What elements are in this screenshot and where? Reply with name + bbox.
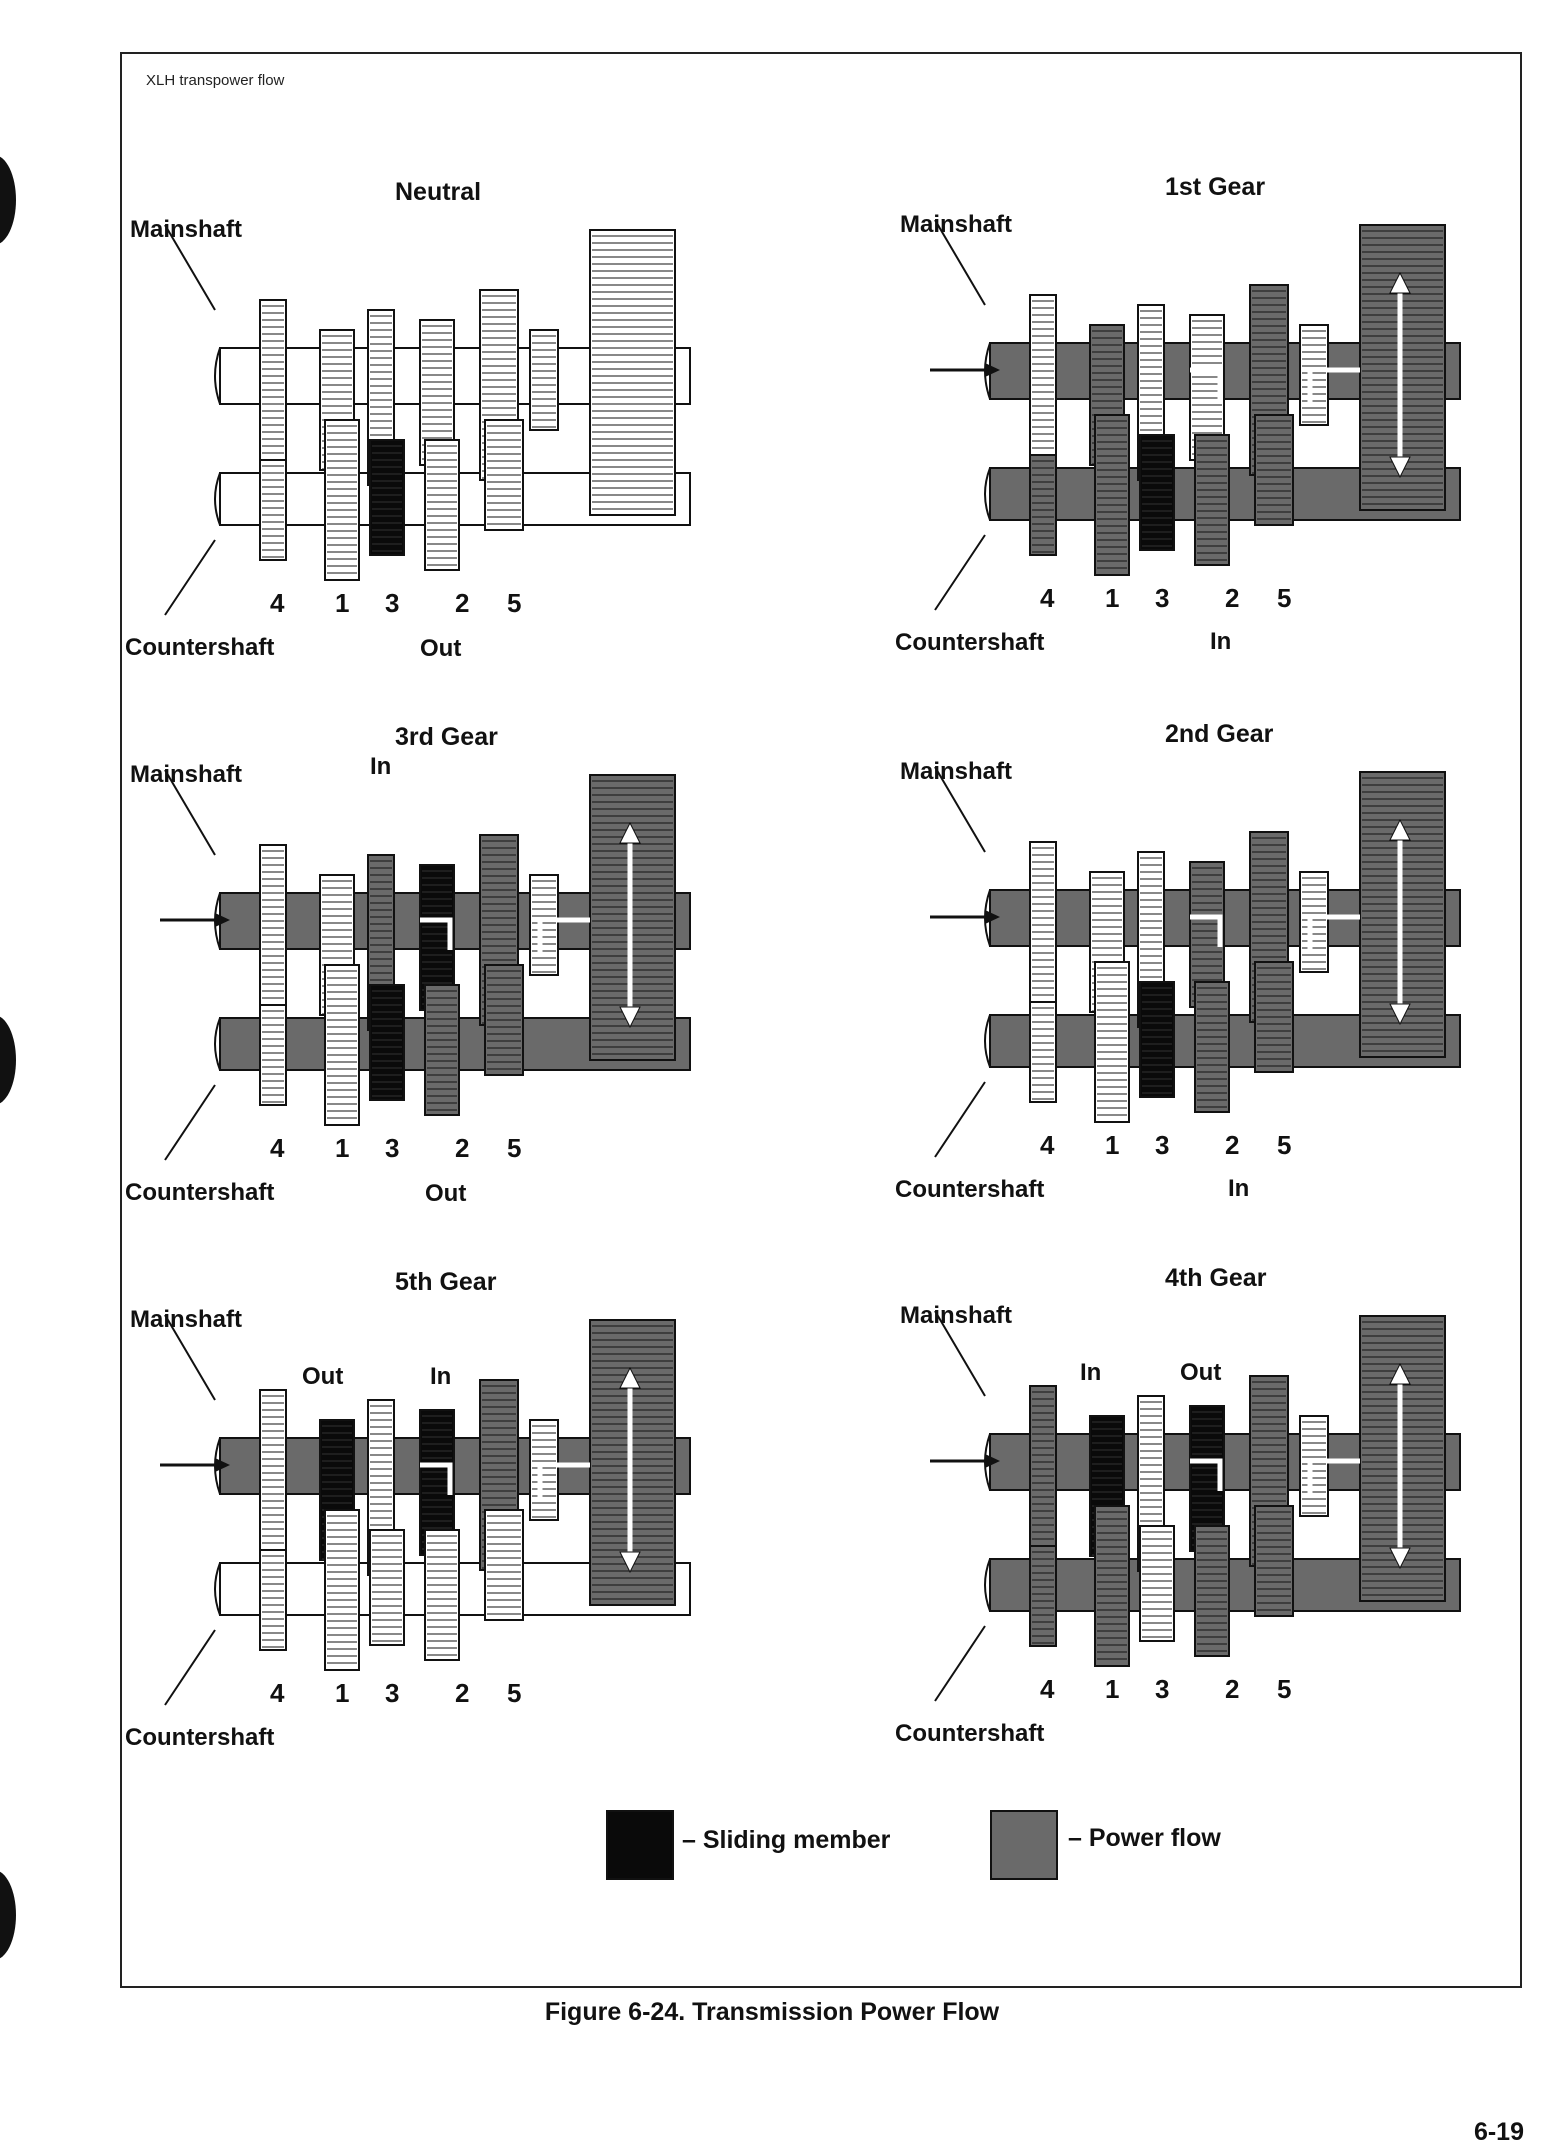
countershaft-leader: [935, 535, 985, 610]
countershaft-gear: [1095, 962, 1129, 1122]
mainshaft-gear: [1300, 325, 1328, 425]
figure-caption: Figure 6-24. Transmission Power Flow: [544, 1998, 1000, 2026]
gearbox-diagram: [120, 715, 820, 1255]
countershaft-gear: [260, 460, 286, 560]
callout-in: In: [370, 753, 392, 780]
countershaft-leader: [165, 1085, 215, 1160]
countershaft-gear: [370, 985, 404, 1100]
gear-number: 1: [1105, 1674, 1120, 1704]
mainshaft-label: Mainshaft: [900, 211, 1013, 238]
gear-number: 4: [270, 1133, 285, 1163]
panel-second: [890, 712, 1544, 1252]
gear-number: 2: [1225, 1130, 1240, 1160]
countershaft-gear: [1140, 435, 1174, 550]
panel-neutral: [120, 170, 820, 710]
mainshaft-label: Mainshaft: [130, 216, 243, 243]
panel-third: [120, 715, 820, 1255]
gear-number: 4: [1040, 1674, 1055, 1704]
gear-number: 2: [455, 588, 470, 618]
callout-in: In: [1080, 1359, 1102, 1386]
gear-number: 1: [335, 588, 350, 618]
gear-number: 5: [507, 1133, 522, 1163]
gear-number: 3: [1155, 1674, 1170, 1704]
gear-number: 3: [385, 1133, 400, 1163]
legend-power-label: – Power flow: [1068, 1824, 1221, 1852]
panel-first: [890, 165, 1544, 705]
output-sprocket: [590, 230, 675, 515]
panel-fifth: [120, 1260, 820, 1800]
countershaft-gear: [370, 440, 404, 555]
mainshaft-gear: [530, 1420, 558, 1520]
countershaft-label: Countershaft: [895, 1176, 1045, 1203]
callout-in: In: [430, 1363, 452, 1390]
gear-number: 1: [1105, 1130, 1120, 1160]
gear-number: 4: [270, 1678, 285, 1708]
countershaft-label: Countershaft: [125, 634, 275, 661]
mainshaft-gear: [1300, 1416, 1328, 1516]
binder-hole: [0, 1870, 16, 1960]
gear-number: 5: [507, 588, 522, 618]
gear-number: 5: [1277, 1674, 1292, 1704]
panel-fourth: [890, 1256, 1544, 1796]
countershaft-gear: [325, 1510, 359, 1670]
panel-title: 4th Gear: [1165, 1264, 1267, 1292]
binder-hole: [0, 155, 16, 245]
gear-number: 5: [1277, 583, 1292, 613]
countershaft-gear: [260, 1005, 286, 1105]
gear-number: 3: [385, 588, 400, 618]
countershaft-gear: [370, 1530, 404, 1645]
countershaft-label: Countershaft: [125, 1724, 275, 1751]
countershaft-gear: [1140, 1526, 1174, 1641]
countershaft-leader: [165, 1630, 215, 1705]
page-number: 6-19: [1473, 2118, 1524, 2146]
gear-number: 1: [335, 1133, 350, 1163]
gear-number: 3: [1155, 1130, 1170, 1160]
mainshaft-label: Mainshaft: [900, 758, 1013, 785]
callout-out: Out: [1180, 1359, 1222, 1386]
countershaft-gear: [1095, 1506, 1129, 1666]
callout-out: Out: [302, 1363, 344, 1390]
countershaft-label: Countershaft: [895, 629, 1045, 656]
gearbox-diagram: [120, 170, 820, 710]
mainshaft-label: Mainshaft: [130, 1306, 243, 1333]
countershaft-gear: [1030, 455, 1056, 555]
legend-sliding-swatch: [606, 1810, 674, 1880]
gear-number: 5: [507, 1678, 522, 1708]
legend-power-swatch: [990, 1810, 1058, 1880]
gear-number: 4: [1040, 583, 1055, 613]
gearbox-diagram: [120, 1260, 820, 1800]
binder-hole: [0, 1015, 16, 1105]
legend-sliding-label: – Sliding member: [682, 1826, 891, 1854]
gear-number: 1: [335, 1678, 350, 1708]
gear-number: 5: [1277, 1130, 1292, 1160]
callout-out: Out: [420, 635, 462, 662]
countershaft-gear: [1030, 1546, 1056, 1646]
countershaft-gear: [260, 1550, 286, 1650]
mainshaft-gear: [530, 330, 558, 430]
header-note: XLH transpower flow: [146, 72, 285, 89]
gear-number: 2: [1225, 583, 1240, 613]
countershaft-gear: [325, 420, 359, 580]
countershaft-leader: [935, 1082, 985, 1157]
countershaft-label: Countershaft: [125, 1179, 275, 1206]
gear-number: 4: [1040, 1130, 1055, 1160]
callout-in: In: [1228, 1175, 1250, 1202]
gear-number: 1: [1105, 583, 1120, 613]
panel-title: 3rd Gear: [395, 723, 498, 751]
gearbox-diagram: [890, 165, 1544, 705]
mainshaft-gear: [1300, 872, 1328, 972]
gear-number: 2: [455, 1133, 470, 1163]
mainshaft-label: Mainshaft: [130, 761, 243, 788]
countershaft-label: Countershaft: [895, 1720, 1045, 1747]
countershaft-gear: [325, 965, 359, 1125]
countershaft-gear: [1095, 415, 1129, 575]
panel-title: 5th Gear: [395, 1268, 497, 1296]
countershaft-leader: [935, 1626, 985, 1701]
gear-number: 2: [1225, 1674, 1240, 1704]
gear-number: 3: [1155, 583, 1170, 613]
panel-title: 1st Gear: [1165, 173, 1266, 201]
gearbox-diagram: [890, 1256, 1544, 1796]
panel-title: 2nd Gear: [1165, 720, 1274, 748]
callout-out: Out: [425, 1180, 467, 1207]
countershaft-gear: [1140, 982, 1174, 1097]
gear-number: 4: [270, 588, 285, 618]
callout-in: In: [1210, 628, 1232, 655]
countershaft-leader: [165, 540, 215, 615]
gear-number: 3: [385, 1678, 400, 1708]
mainshaft-gear: [530, 875, 558, 975]
countershaft-gear: [1030, 1002, 1056, 1102]
mainshaft-label: Mainshaft: [900, 1302, 1013, 1329]
gear-number: 2: [455, 1678, 470, 1708]
panel-title: Neutral: [395, 178, 482, 206]
gearbox-diagram: [890, 712, 1544, 1252]
